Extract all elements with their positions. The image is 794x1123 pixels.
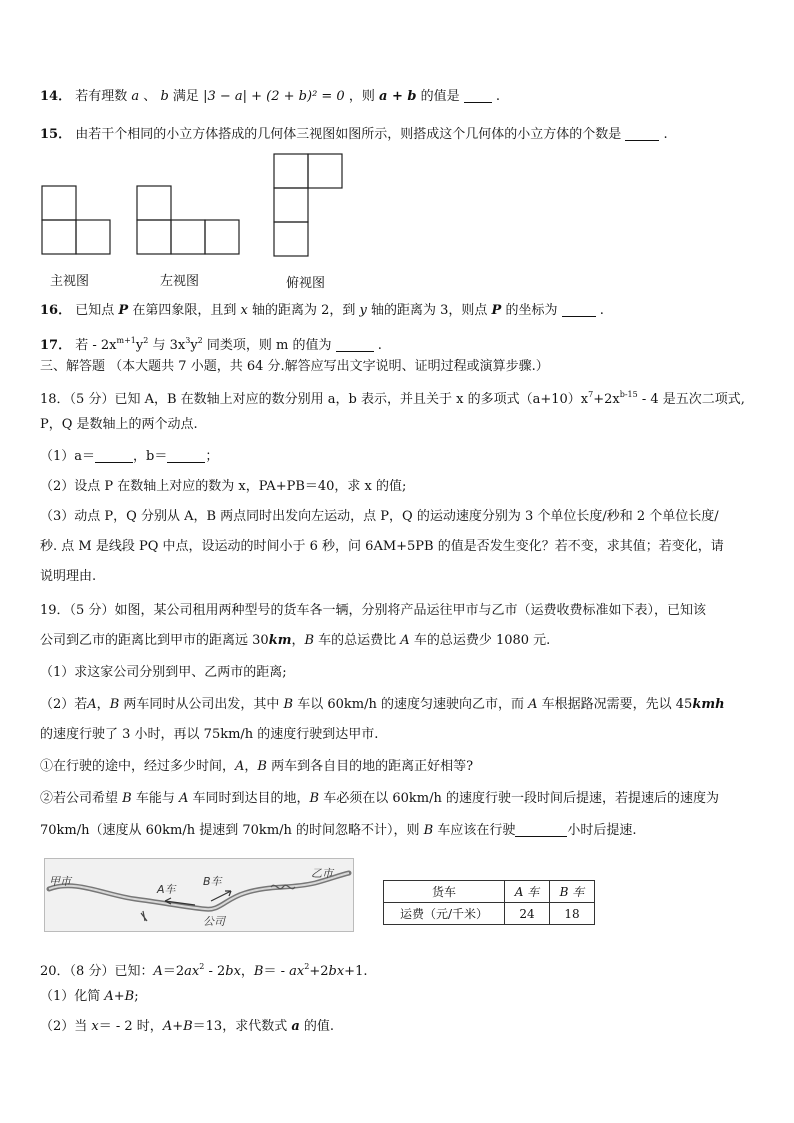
top-view-cell <box>274 154 308 188</box>
fee-table <box>383 880 595 925</box>
answer-blank <box>95 448 133 463</box>
side-view-cell <box>137 186 171 220</box>
front-view-label: 主视图 <box>50 274 90 289</box>
q19-part-1: （1）求这家公司分别到甲、乙两市的距离; <box>40 665 287 680</box>
top-view-cell <box>308 154 342 188</box>
label-yi-city: 乙市 <box>311 867 333 880</box>
question-19: 19．（5 分）如图，某公司租用两种型号的货车各一辆，分别将产品运往甲市与乙市（运费收费标准如下表），已知该 <box>40 603 706 618</box>
question-16: 16． 已知点 P 在第四象限，且到 x 轴的距离为 2，到 y 轴的距离为 3，则点 P 的坐标为 . <box>40 303 604 318</box>
table-header: 货车 <box>384 881 505 903</box>
q19-line-2: 公司到乙市的距离比到甲市的距离远 30km，B 车的总运费比 A 车的总运费少 1080 元. <box>40 633 551 648</box>
q19-part-2-sub-2: ②若公司希望 B 车能与 A 车同时到达目的地，B 车必须在以 60km/h 的速度行驶一段时间后提速，若提速后的速度为 <box>40 791 719 806</box>
route-map-drawing <box>45 859 353 931</box>
front-view-cell <box>42 220 76 254</box>
q19-part-2-sub-2-line-2: 70km/h（速度从 60km/h 提速到 70km/h 的时间忽略不计），则 B 车应该在行驶 小时后提速. <box>40 823 637 838</box>
q20-part-2: （2）当 x＝ - 2 时，A+B＝13，求代数式 a 的值. <box>40 1019 335 1034</box>
answer-blank <box>464 88 492 103</box>
table-row-label: 运费（元/千米） <box>384 903 505 925</box>
question-17: 17． 若 - $2x^{m+1}y^2$ 与 $3x^3y^2$ 同类项，则 m 的值为 . <box>40 336 382 353</box>
q14-number: 14． <box>40 89 72 104</box>
table-header: A 车 <box>505 881 550 903</box>
q19-part-2: （2）若A，B 两车同时从公司出发，其中 B 车以 60km/h 的速度匀速驶向乙市，而 A 车根据路况需要，先以 45kmh <box>40 697 725 712</box>
top-view-cell <box>274 222 308 256</box>
question-15: 15． 由若干个相同的小立方体搭成的几何体三视图如图所示，则搭成这个几何体的小立方体的个数是 . <box>40 127 668 142</box>
table-cell: 18 <box>550 903 595 925</box>
q18-part-1: （1）a＝ ，b＝ ； <box>40 449 219 464</box>
label-company: 公司 <box>203 915 225 928</box>
side-view-cell <box>205 220 239 254</box>
label-b-car: B车 <box>203 875 222 888</box>
answer-blank <box>167 448 205 463</box>
question-18: 18．（5 分）已知 A，B 在数轴上对应的数分别用 a，b 表示，并且关于 x 的多项式$(a+10)x^7+2x^{b-15} - 4$ 是五次二项式, <box>40 390 745 407</box>
side-view-label: 左视图 <box>160 274 200 289</box>
label-jia-city: 甲市 <box>49 875 71 888</box>
q19-part-2-sub-1: ①在行驶的途中，经过多少时间，A，B 两车到各自目的地的距离正好相等? <box>40 759 474 774</box>
front-view-cell <box>76 220 110 254</box>
answer-blank <box>336 337 374 352</box>
q14-expression: |3 − a| + (2 + b)² = 0 <box>203 89 345 104</box>
q18-part-3-line-1: （3）动点 P，Q 分别从 A，B 两点同时出发向左运动，点 P，Q 的运动速度分别为 3 个单位长度/秒和 2 个单位长度/ <box>40 509 719 524</box>
table-row <box>384 903 595 925</box>
route-map <box>44 858 354 932</box>
q19-part-2-line-2: 的速度行驶了 3 小时，再以 75km/h 的速度行驶到达甲市. <box>40 727 379 742</box>
table-header-row <box>384 881 595 903</box>
q18-part-3-line-2: 秒. 点 M 是线段 PQ 中点，设运动的时间小于 6 秒，问 6AM+5PB 的值是否发生变化？若不变，求其值；若变化，请 <box>40 539 724 554</box>
three-views-figure <box>40 150 370 300</box>
label-a-car: A车 <box>157 883 176 896</box>
answer-blank <box>625 126 659 141</box>
road <box>49 873 349 909</box>
top-view-cell <box>274 188 308 222</box>
side-view-cell <box>171 220 205 254</box>
q20-part-1: （1）化简 A+B; <box>40 989 139 1004</box>
section-heading <box>40 356 754 378</box>
question-20: 20．（8 分）已知：$A=2ax^2 - 2bx$，$B= - ax^2+2bx+1$. <box>40 962 368 979</box>
top-view-label: 俯视图 <box>286 276 326 291</box>
section-note: （本大题共 7 小题，共 64 分.解答应写出文字说明、证明过程或演算步骤.） <box>109 359 549 374</box>
front-view-cell <box>42 186 76 220</box>
table-cell: 24 <box>505 903 550 925</box>
q14-text: 若有理数 <box>75 89 128 104</box>
q18-part-3-line-3: 说明理由. <box>40 569 97 584</box>
q18-line-2: P，Q 是数轴上的两个动点. <box>40 417 198 432</box>
question-14: 14． 若有理数 a 、 b 满足 |3 − a| + (2 + b)² = 0 ，则 a + b 的值是 . <box>40 89 501 104</box>
q18-part-2: （2）设点 P 在数轴上对应的数为 x，PA+PB＝40，求 x 的值; <box>40 479 407 494</box>
table-header: B 车 <box>550 881 595 903</box>
section-title: 三、解答题 <box>40 359 106 374</box>
answer-blank <box>562 302 596 317</box>
side-view-cell <box>137 220 171 254</box>
scribble <box>141 911 147 921</box>
answer-blank <box>515 822 567 837</box>
